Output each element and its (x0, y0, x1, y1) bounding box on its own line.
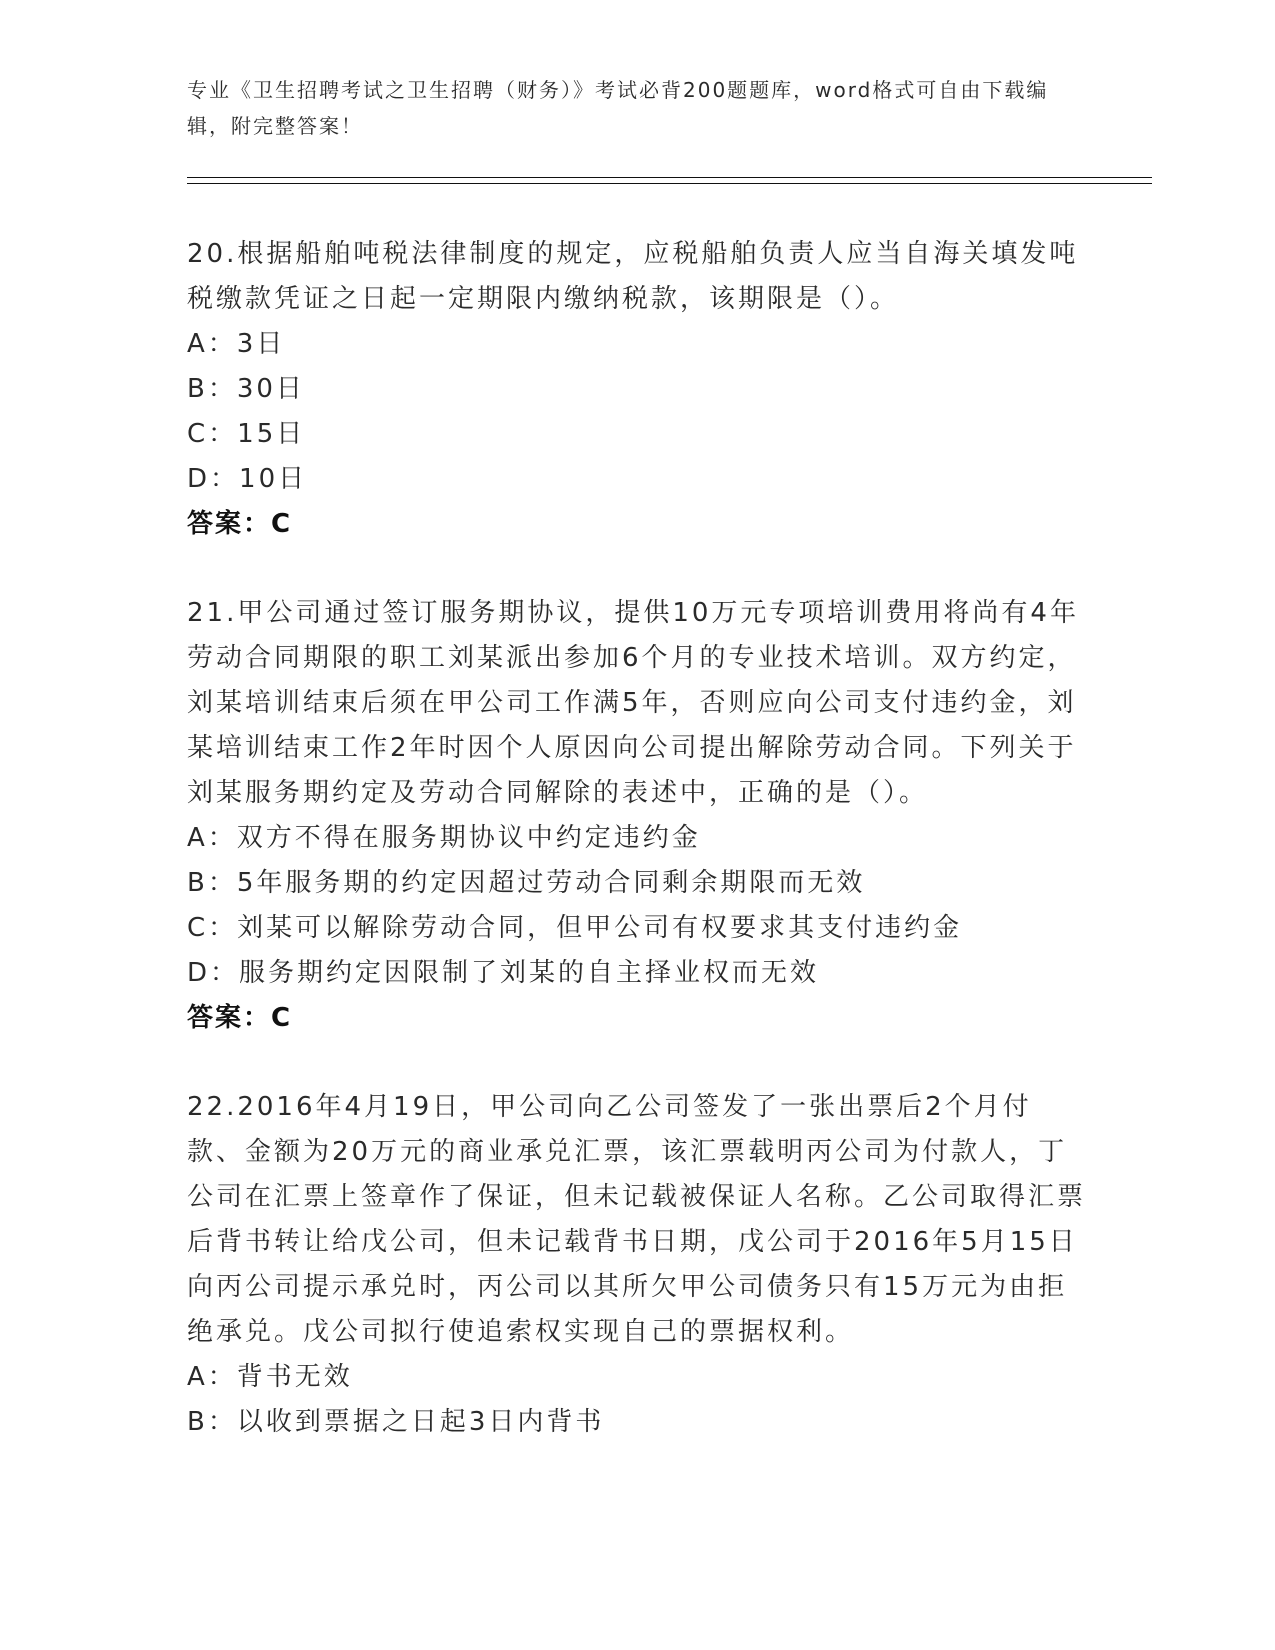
option-b: B：30日 (187, 374, 305, 404)
header-divider-top (187, 177, 1152, 178)
question-22 (187, 1085, 1087, 1445)
option-d: D：10日 (187, 464, 308, 494)
document-header (187, 72, 1067, 144)
option-a: A：背书无效 (187, 1362, 353, 1392)
question-list (187, 232, 1087, 1489)
question-text: 20.根据船舶吨税法律制度的规定，应税船舶负责人应当自海关填发吨税缴款凭证之日起一定期限内缴纳税款，该期限是（）。 (187, 239, 1079, 314)
option-a: A：3日 (187, 329, 286, 359)
answer-line: 答案：C (187, 1003, 293, 1033)
question-text: 22.2016年4月19日，甲公司向乙公司签发了一张出票后2个月付款、金额为20万元的商业承兑汇票，该汇票载明丙公司为付款人，丁公司在汇票上签章作了保证，但未记载被保证人名称。乙公司取得汇票后背书转让给戊公司，但未记载背书日期，戊公司于2016年5月15日向丙公司提示承兑时，丙公司以其所欠甲公司债务只有15万元为由拒绝承兑。戊公司拟行使追索权实现自己的票据权利。 (187, 1092, 1087, 1347)
question-21 (187, 591, 1087, 1041)
option-d: D：服务期约定因限制了刘某的自主择业权而无效 (187, 958, 820, 988)
option-b: B：5年服务期的约定因超过劳动合同剩余期限而无效 (187, 868, 866, 898)
answer-line: 答案：C (187, 509, 293, 539)
option-a: A：双方不得在服务期协议中约定违约金 (187, 823, 701, 853)
question-text: 21.甲公司通过签订服务期协议，提供10万元专项培训费用将尚有4年劳动合同期限的职工刘某派出参加6个月的专业技术培训。双方约定，刘某培训结束后须在甲公司工作满5年，否则应向公司支付违约金，刘某培训结束工作2年时因个人原因向公司提出解除劳动合同。下列关于刘某服务期约定及劳动合同解除的表述中，正确的是（）。 (187, 598, 1079, 808)
option-c: C：15日 (187, 419, 306, 449)
header-intro-text: 专业《卫生招聘考试之卫生招聘（财务）》考试必背200题题库，word格式可自由下载编辑，附完整答案！ (187, 78, 1049, 138)
header-divider-bottom (187, 183, 1152, 184)
option-c: C：刘某可以解除劳动合同，但甲公司有权要求其支付违约金 (187, 913, 963, 943)
option-b: B：以收到票据之日起3日内背书 (187, 1407, 605, 1437)
question-20 (187, 232, 1087, 547)
